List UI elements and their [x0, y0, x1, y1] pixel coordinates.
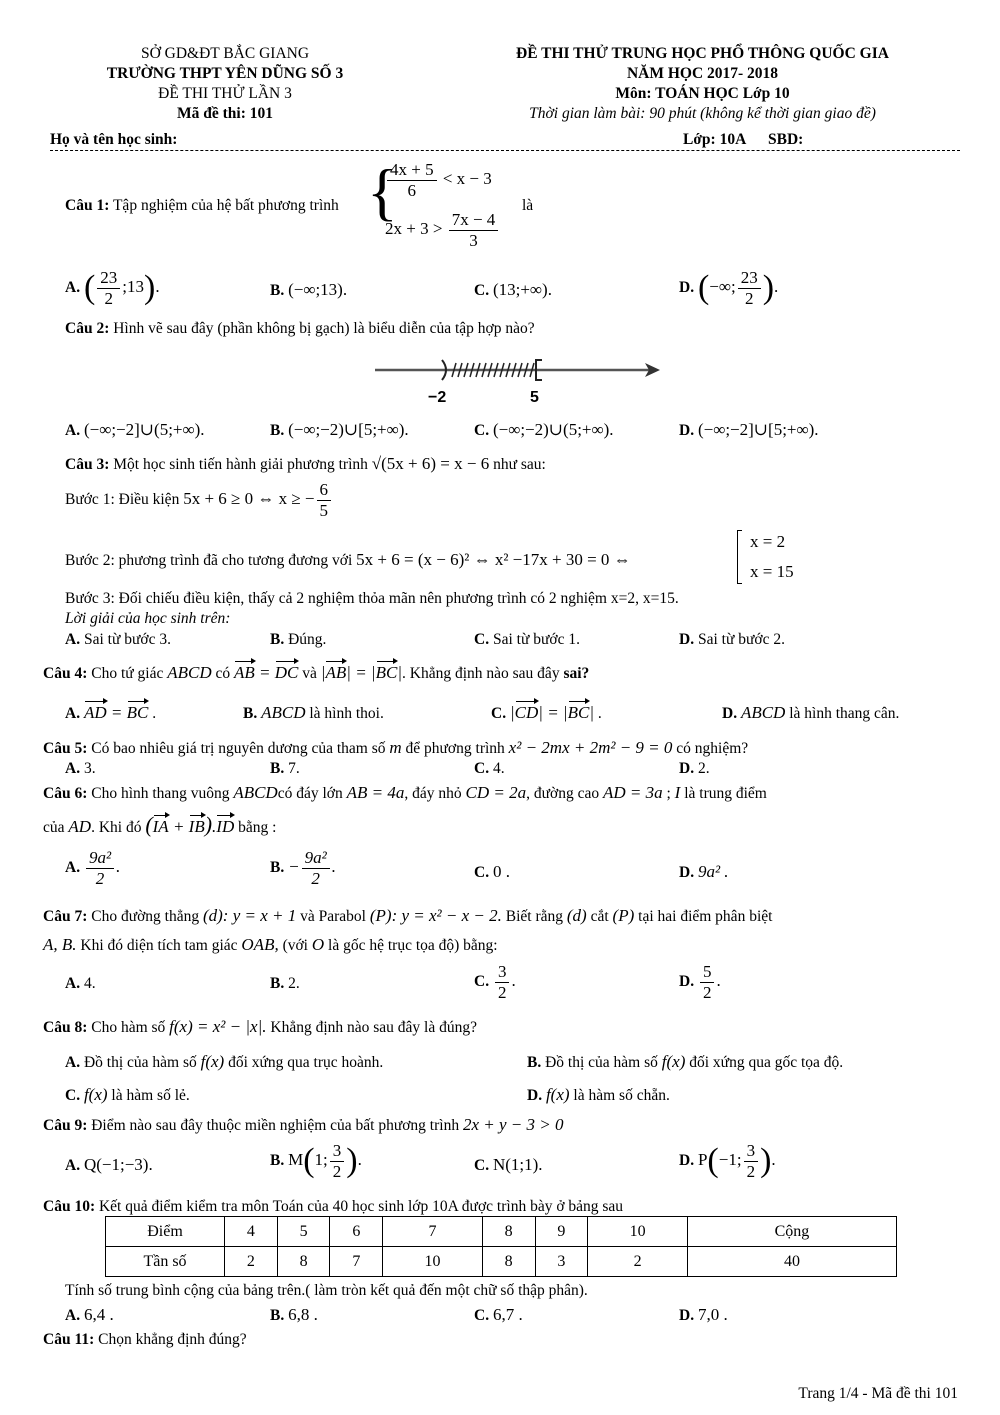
q8-option-a[interactable]: A. Đồ thị của hàm số f(x) đối xứng qua trục hoành. — [65, 1052, 384, 1071]
q3-option-c[interactable]: C. Sai từ bước 1. — [474, 631, 580, 648]
root-2: x = 15 — [750, 562, 794, 581]
q9-option-c[interactable]: C. N(1;1). — [474, 1155, 543, 1174]
q6-option-a[interactable]: A. $\frac{\text{9a²}}{2}$ . — [65, 848, 121, 888]
sbd-label: SBD: — [768, 131, 804, 148]
q2-option-c[interactable]: C. (−∞;−2)∪(5;+∞). — [474, 420, 614, 439]
q3-step-3: Bước 3: Đối chiếu điều kiện, thấy cả 2 nghiệm thỏa mãn nên phương trình có 2 nghiệm x=2, x=15. — [65, 590, 679, 607]
q4-option-b[interactable]: B. ABCD là hình thoi. — [243, 703, 384, 722]
q9-option-a[interactable]: A. Q(−1;−3). — [65, 1155, 153, 1174]
q3-step-2: Bước 2: phương trình đã cho tương đương với 5x + 6 = (x − 6)² ⇔ x² −17x + 30 = 0 ⇔ — [65, 550, 631, 569]
q10-option-a[interactable]: A. 6,4 . — [65, 1305, 114, 1324]
question-3: Câu 3: Một học sinh tiến hành giải phương trình √(5x + 6) = x − 6 như sau: — [65, 454, 546, 473]
q10-option-c[interactable]: C. 6,7 . — [474, 1305, 523, 1324]
subject: Môn: TOÁN HỌC Lớp 10 — [615, 85, 790, 102]
class-label: Lớp: 10A — [683, 131, 747, 148]
exam-title: ĐỀ THI THỬ TRUNG HỌC PHỔ THÔNG QUỐC GIA — [516, 45, 889, 62]
q2-option-a[interactable]: A. (−∞;−2]∪(5;+∞). — [65, 420, 205, 439]
tick-5: 5 — [530, 389, 539, 406]
brace: { — [367, 156, 398, 227]
question-6-cont: của AD. Khi đó (IA + IB).ID bằng : — [43, 812, 277, 837]
q2-option-b[interactable]: B. (−∞;−2)∪[5;+∞). — [270, 420, 409, 439]
table-row: Tần số 2 8 7 10 8 3 2 40 — [106, 1247, 897, 1277]
header-left — [60, 44, 390, 124]
question-9: Câu 9: Điểm nào sau đây thuộc miền nghiệm của bất phương trình 2x + y − 3 > 0 — [43, 1115, 564, 1134]
q1-label: Câu 1: — [65, 197, 110, 214]
bracket — [737, 530, 738, 584]
q5-option-c[interactable]: C. 4. — [474, 760, 505, 777]
q7-option-c[interactable]: C. $\frac{3}{2}$ . — [474, 962, 516, 1002]
q4-option-a[interactable]: A. AD = BC . — [65, 703, 157, 722]
q1-option-d[interactable]: D. (−∞; $\frac{23}{2}$ ). — [679, 268, 779, 308]
q6-option-d[interactable]: D. 9a² . — [679, 862, 729, 881]
q2-option-d[interactable]: D. (−∞;−2]∪[5;+∞). — [679, 420, 819, 439]
q4-option-c[interactable]: C. |CD| = |BC| . — [491, 703, 602, 722]
header-right — [430, 44, 975, 124]
question-7: Câu 7: Cho đường thẳng (d): y = x + 1 và Parabol (P): y = x² − x − 2. Biết rằng (d) cắt (P) tại hai điểm phân biệt — [43, 906, 773, 925]
question-6: Câu 6: Cho hình thang vuông ABCDcó đáy lớn AB = 4a, đáy nhỏ CD = 2a, đường cao AD = 3a ; I là trung điểm — [43, 783, 767, 802]
q9-option-b[interactable]: B. M(1; $\frac{3}{2}$ ). — [270, 1141, 362, 1181]
q7-option-d[interactable]: D. $\frac{5}{2}$ . — [679, 962, 721, 1002]
q6-option-c[interactable]: C. 0 . — [474, 862, 510, 881]
q1-option-c[interactable]: C. (13;+∞). — [474, 280, 552, 299]
exam-code: Mã đề thi: 101 — [176, 105, 273, 122]
q3-option-d[interactable]: D. Sai từ bước 2. — [679, 631, 785, 648]
q8-option-c[interactable]: C. f(x) là hàm số lẻ. — [65, 1085, 190, 1104]
q8-option-d[interactable]: D. f(x) là hàm số chẵn. — [527, 1085, 670, 1104]
q3-option-a[interactable]: A. Sai từ bước 3. — [65, 631, 171, 648]
q3-option-b[interactable]: B. Đúng. — [270, 631, 327, 648]
q9-option-d[interactable]: D. P(−1; $\frac{3}{2}$ ). — [679, 1141, 776, 1181]
department: SỞ GD&ĐT BẮC GIANG — [140, 45, 310, 62]
q6-option-b[interactable]: B. − $\frac{\text{9a²}}{2}$ . — [270, 848, 336, 888]
school-name: TRƯỜNG THPT YÊN DŨNG SỐ 3 — [106, 65, 344, 82]
question-4: Câu 4: Cho tứ giác ABCD có AB = DC và |AB| = |BC|. Khẳng định nào sau đây sai? — [43, 663, 590, 682]
q5-option-d[interactable]: D. 2. — [679, 760, 710, 777]
q1-ineq-1: $\frac{4x + 5}{6}$ < x − 3 — [385, 160, 492, 200]
table-row: Điểm 4 5 6 7 8 9 10 Cộng — [106, 1217, 897, 1247]
root-1: x = 2 — [750, 532, 786, 551]
q5-option-b[interactable]: B. 7. — [270, 760, 300, 777]
q1-option-a[interactable]: A. ( $\frac{23}{2}$ ;13). — [65, 268, 160, 308]
school-year: NĂM HỌC 2017- 2018 — [626, 65, 779, 82]
question-10: Câu 10: Kết quả điểm kiểm tra môn Toán của 40 học sinh lớp 10A được trình bày ở bảng sau — [43, 1198, 624, 1215]
question-1 — [65, 197, 339, 215]
frequency-table — [105, 1216, 897, 1277]
question-8: Câu 8: Cho hàm số f(x) = x² − |x|. Khẳng định nào sau đây là đúng? — [43, 1017, 477, 1036]
question-7-cont: A, B. Khi đó diện tích tam giác OAB, (với O là gốc hệ trục tọa độ) bằng: — [43, 935, 498, 954]
question-2: Câu 2: Hình vẽ sau đây (phần không bị gạch) là biểu diễn của tập hợp nào? — [65, 320, 535, 337]
exam-round: ĐỀ THI THỬ LẦN 3 — [158, 85, 292, 102]
q10-question: Tính số trung bình cộng của bảng trên.( làm tròn kết quả đến một chữ số thập phân). — [65, 1282, 588, 1299]
q5-option-a[interactable]: A. 3. — [65, 760, 96, 777]
header-divider — [50, 150, 960, 151]
q1-option-b[interactable]: B. (−∞;13). — [270, 280, 348, 299]
q1-text: Tập nghiệm của hệ bất phương trình — [112, 197, 339, 214]
question-11: Câu 11: Chọn khẳng định đúng? — [43, 1331, 247, 1348]
student-name-label: Họ và tên học sinh: — [50, 131, 178, 148]
q8-option-b[interactable]: B. Đồ thị của hàm số f(x) đối xứng qua gốc tọa độ. — [527, 1052, 844, 1071]
q3-solution-label: Lời giải của học sinh trên: — [65, 610, 231, 627]
q4-option-d[interactable]: D. ABCD là hình thang cân. — [722, 703, 900, 722]
number-line-figure — [370, 355, 670, 410]
q7-option-a[interactable]: A. 4. — [65, 975, 96, 992]
q7-option-b[interactable]: B. 2. — [270, 975, 300, 992]
page-footer: Trang 1/4 - Mã đề thi 101 — [798, 1385, 958, 1402]
q3-step-1: Bước 1: Điều kiện 5x + 6 ≥ 0 ⇔ x ≥ − $\frac{6}{5}$ — [65, 480, 333, 520]
q10-option-d[interactable]: D. 7,0 . — [679, 1305, 728, 1324]
time-limit: Thời gian làm bài: 90 phút (không kể thời gian giao đề) — [529, 105, 876, 122]
tick-minus-2: −2 — [428, 389, 447, 406]
q1-ineq-2: 2x + 3 > $\frac{7x - 4}{3}$ — [385, 210, 500, 250]
q1-tail: là — [522, 197, 534, 214]
question-5: Câu 5: Có bao nhiêu giá trị nguyên dương của tham số m để phương trình x² − 2mx + 2m² − 9 = 0 có nghiệm? — [43, 738, 749, 757]
q10-option-b[interactable]: B. 6,8 . — [270, 1305, 318, 1324]
